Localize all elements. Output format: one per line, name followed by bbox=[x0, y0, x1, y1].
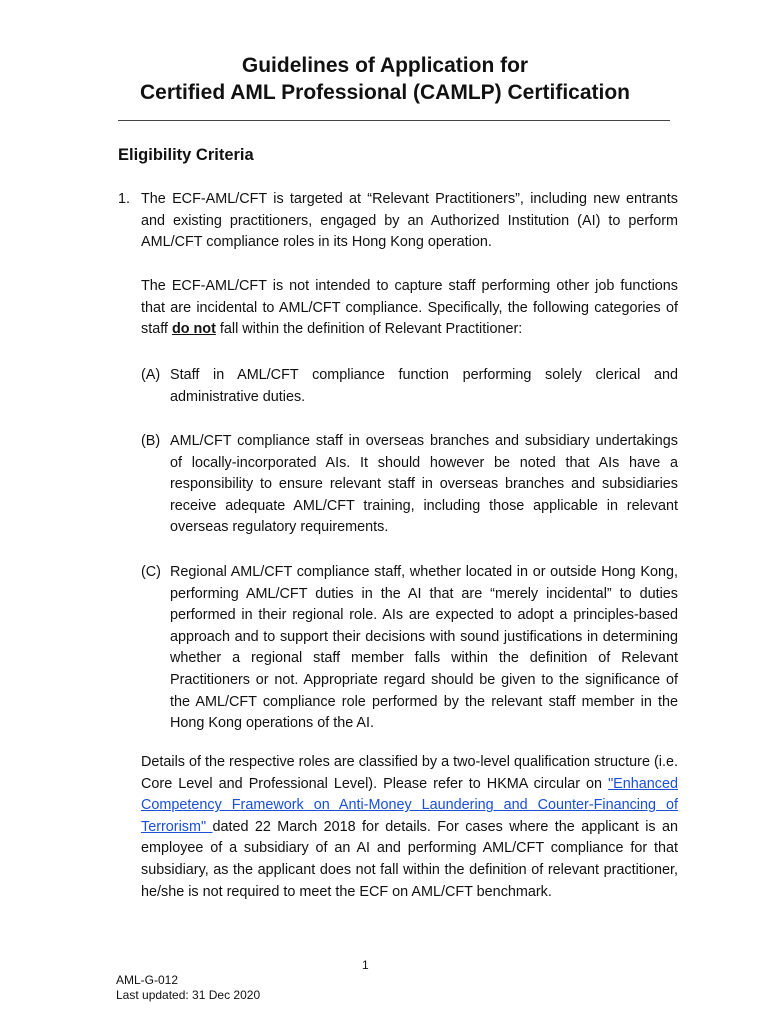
details-text-start: Details of the respective roles are classified by a two-level qualification structure (i.e. Core Level and Professional Level). Please refer to HKMA circular on bbox=[141, 754, 678, 792]
category-label-a: (A) bbox=[141, 367, 161, 383]
item-number: 1. bbox=[118, 191, 131, 207]
item-paragraph-2 bbox=[141, 276, 678, 341]
details-text-end: dated 22 March 2018 for details. For cases where the applicant is an employee of a subsidiary of an AI and performing AML/CFT compliance for that subsidiary, as the applicant does not fall within the definition of relevant practitioner, he/she is not required to meet the ECF on AML/CFT benchmark. bbox=[141, 818, 678, 900]
category-text-a: Staff in AML/CFT compliance function performing solely clerical and administrative duties. bbox=[170, 367, 678, 405]
section-heading: Eligibility Criteria bbox=[118, 146, 254, 164]
document-footer bbox=[116, 973, 260, 1003]
hkma-circular-link[interactable]: "Enhanced Competency Framework on Anti-Money Laundering and Counter-Financing of Terrorism" bbox=[141, 775, 678, 835]
title-divider bbox=[118, 120, 670, 121]
category-label-b: (B) bbox=[141, 433, 161, 449]
last-updated: Last updated: 31 Dec 2020 bbox=[116, 988, 261, 1002]
item-paragraph-1: The ECF-AML/CFT is targeted at “Relevant Practitioners”, including new entrants and existing practitioners, engaged by an Authorized Institution (AI) to perform AML/CFT compliance roles in its Hong Kong operation. bbox=[141, 191, 678, 251]
para2-text-end: fall within the definition of Relevant Practitioner: bbox=[215, 321, 523, 338]
category-text-c: Regional AML/CFT compliance staff, whether located in or outside Hong Kong, performing AML/CFT duties in the AI that are “merely incidental” to duties performed in their regional role. AIs are expected to adopt a principles-based approach and to support their decisions with sound justifications in determining whether a regional staff member falls within the definition of Relevant Practitioners or not. Appropriate regard should be given to the significance of the AML/CFT compliance role performed by the relevant staff member in the Hong Kong operations of the AI. bbox=[170, 564, 678, 732]
para2-text-start: The ECF-AML/CFT is not intended to capture staff performing other job functions that are incidental to AML/CFT compliance. Specifically, the following categories of staff bbox=[141, 278, 678, 338]
page-number: 1 bbox=[362, 958, 369, 972]
title-line-2: Certified AML Professional (CAMLP) Certification bbox=[139, 81, 631, 104]
emphasis-do-not: do not bbox=[171, 321, 216, 338]
details-paragraph bbox=[141, 752, 678, 903]
title-line-1: Guidelines of Application for bbox=[241, 54, 529, 77]
category-text-b: AML/CFT compliance staff in overseas branches and subsidiary undertakings of locally-incorporated AIs. It should however be noted that AIs have a responsibility to ensure relevant staff in overseas branches and subsidiaries receive adequate AML/CFT training, including those applicable in relevant overseas regulatory requirements. bbox=[170, 433, 678, 536]
doc-code: AML-G-012 bbox=[116, 973, 179, 987]
page-title bbox=[60, 52, 710, 106]
category-label-c: (C) bbox=[141, 564, 161, 580]
